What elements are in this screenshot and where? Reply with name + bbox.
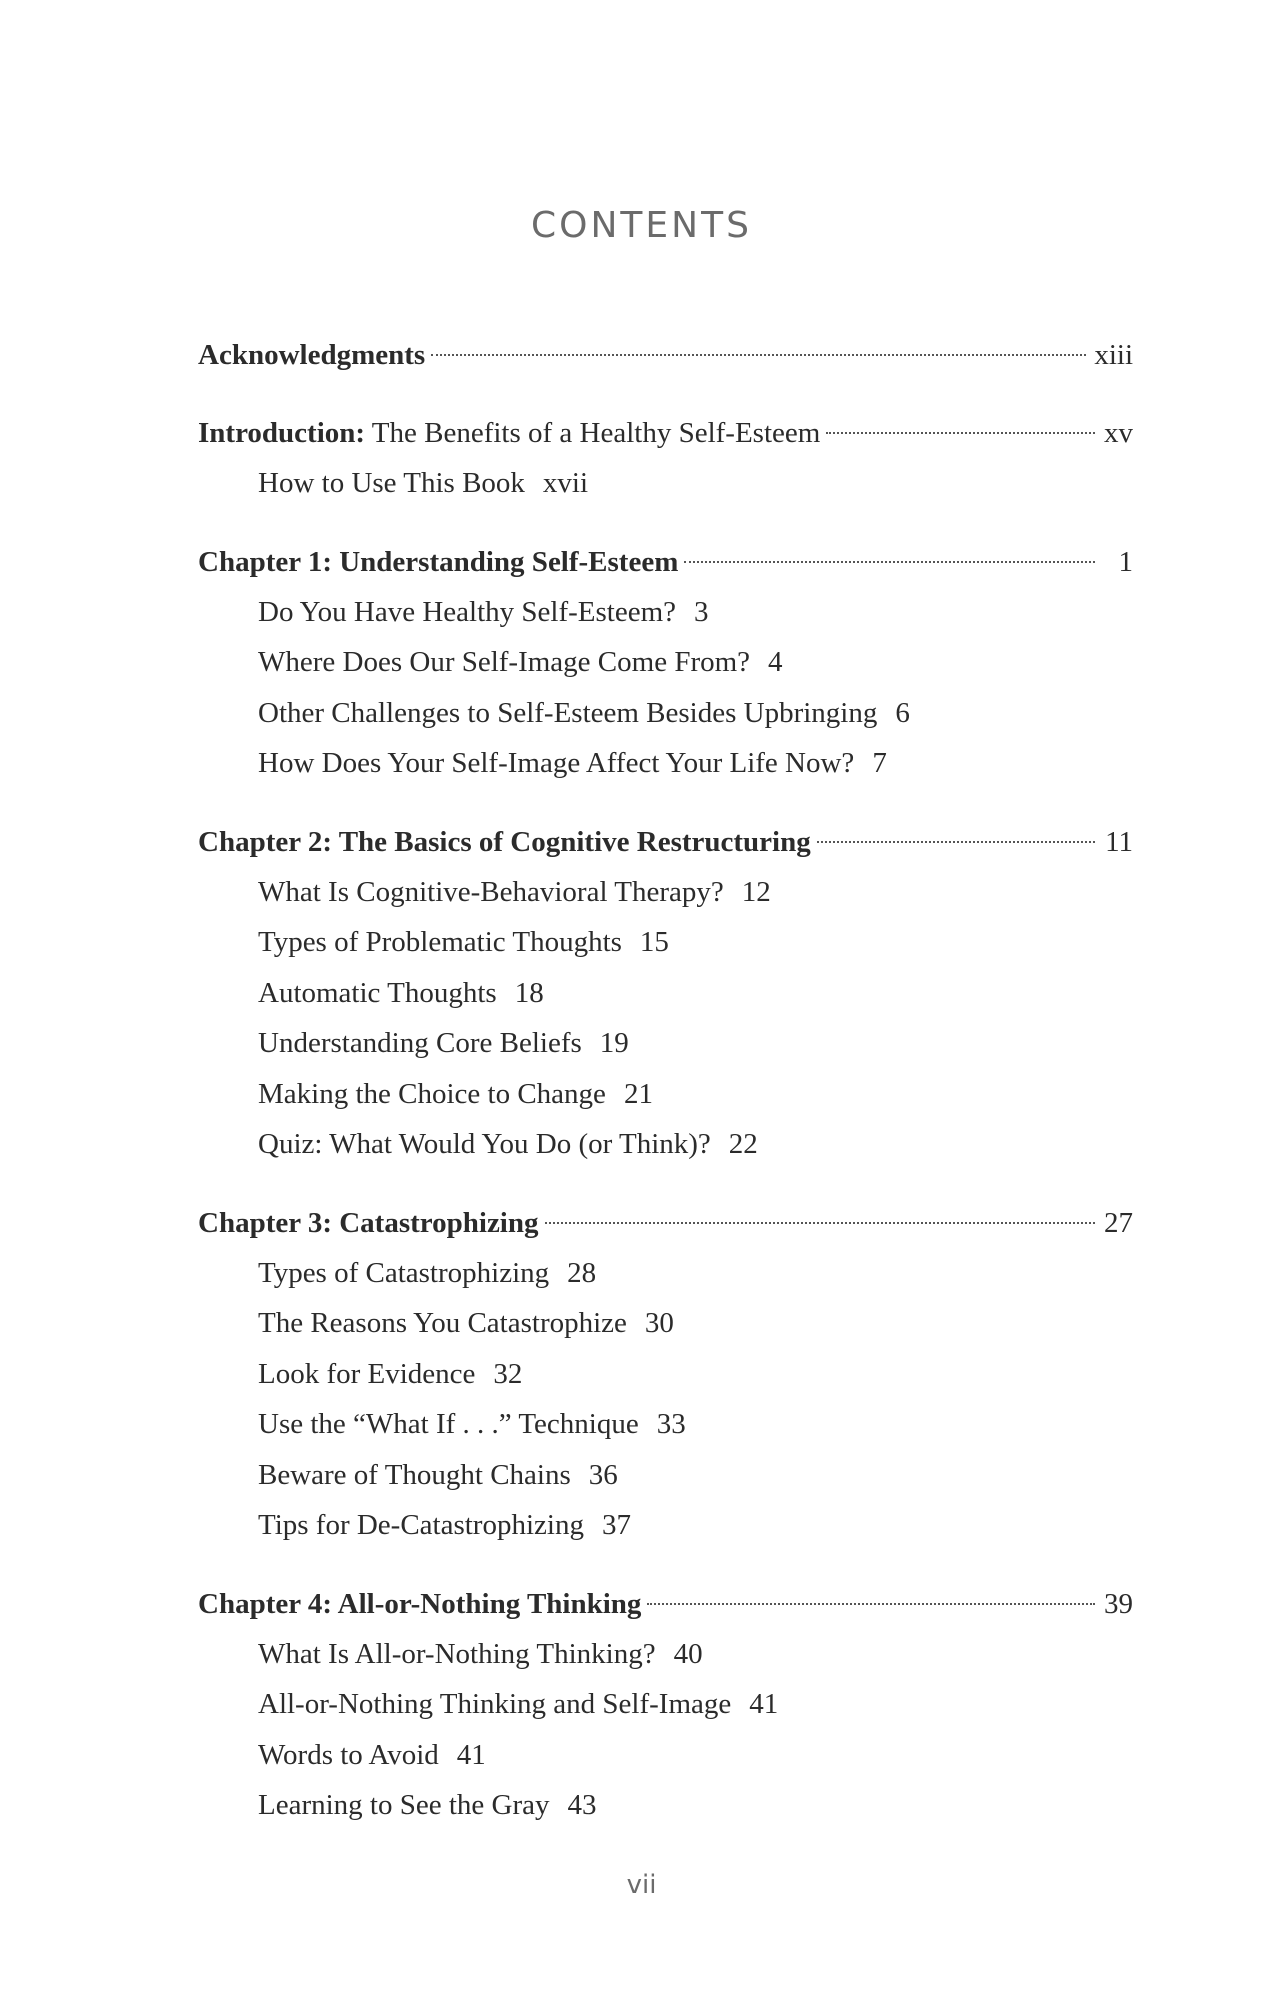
toc-subentry-title: Automatic Thoughts — [258, 976, 497, 1009]
toc-subentry[interactable] — [198, 637, 1133, 688]
toc-subentry-page: 22 — [728, 1128, 758, 1160]
toc-page-number: 11 — [1105, 825, 1133, 858]
toc-subentry[interactable] — [198, 688, 1133, 739]
dot-leader — [817, 841, 1095, 843]
toc-page-number: xv — [1104, 417, 1133, 449]
toc-subentry-page: 21 — [623, 1077, 653, 1110]
toc-subentry[interactable] — [198, 1349, 1133, 1400]
toc-entry-title — [198, 408, 820, 458]
toc-entry-title — [198, 330, 425, 380]
toc-subentry[interactable] — [198, 1450, 1133, 1501]
toc-subentry-page: 41 — [749, 1688, 779, 1720]
toc-main-line[interactable] — [198, 330, 1133, 380]
toc-subentry-page: 4 — [768, 646, 783, 678]
toc-entry-bold-title: Chapter 4: All-or-Nothing Thinking — [198, 1587, 642, 1620]
toc-subentry-title: Words to Avoid — [258, 1738, 439, 1771]
toc-subentry-title: Types of Catastrophizing — [258, 1256, 550, 1289]
toc-subentry-page: 30 — [644, 1307, 674, 1339]
toc-main-line[interactable] — [198, 817, 1133, 867]
page-heading: CONTENTS — [531, 205, 752, 246]
toc-subentry-page: 41 — [456, 1738, 486, 1771]
toc-page-number: 39 — [1104, 1587, 1133, 1620]
toc-subentry[interactable] — [198, 1069, 1133, 1120]
toc-subentry-page: 32 — [493, 1357, 523, 1390]
toc-main-line[interactable] — [198, 408, 1133, 458]
toc-subentry[interactable] — [198, 738, 1133, 789]
toc-subentry-title: What Is Cognitive-Behavioral Therapy? — [258, 875, 724, 908]
toc-subentry-title: Do You Have Healthy Self-Esteem? — [258, 595, 676, 628]
toc-subentry-title: Other Challenges to Self-Esteem Besides Upbringing — [258, 696, 878, 729]
toc-main-line[interactable] — [198, 1579, 1133, 1629]
toc-subentry[interactable] — [198, 968, 1133, 1019]
toc-subentry[interactable] — [198, 1780, 1133, 1831]
toc-subentry-page: 7 — [872, 747, 887, 779]
toc-subentry-title: Quiz: What Would You Do (or Think)? — [258, 1128, 711, 1160]
toc-subentry[interactable] — [198, 587, 1133, 638]
toc-subentry[interactable] — [198, 1500, 1133, 1551]
toc-entry-title — [198, 1198, 539, 1248]
toc-entry-title — [198, 537, 678, 587]
toc-subentry-title: Making the Choice to Change — [258, 1077, 606, 1110]
toc-subentry-page: 3 — [694, 595, 709, 628]
toc-entry-title — [198, 817, 811, 867]
toc-subentry-page: 43 — [567, 1789, 597, 1821]
toc-page-number: 1 — [1118, 545, 1133, 578]
table-of-contents — [198, 330, 1133, 1859]
toc-entry-subtitle: The Benefits of a Healthy Self-Esteem — [365, 417, 821, 449]
toc-subentry-title: All-or-Nothing Thinking and Self-Image — [258, 1688, 732, 1720]
toc-subentry-title: How Does Your Self-Image Affect Your Life Now? — [258, 747, 855, 779]
toc-subentry-title: Learning to See the Gray — [258, 1789, 550, 1821]
dot-leader — [826, 432, 1095, 434]
toc-subentry[interactable] — [198, 1119, 1133, 1170]
toc-entry-chapter-3 — [198, 1198, 1133, 1551]
toc-entry-bold-title: Chapter 1: Understanding Self-Esteem — [198, 545, 679, 578]
toc-subentry-page: xvii — [542, 467, 589, 499]
toc-subentry-title: Look for Evidence — [258, 1357, 476, 1390]
toc-subentry-page: 18 — [514, 976, 544, 1009]
toc-subentry-page: 12 — [741, 875, 771, 908]
dot-leader — [431, 354, 1086, 356]
toc-subentry-page: 40 — [673, 1637, 703, 1670]
toc-subentry[interactable] — [198, 917, 1133, 968]
toc-entry-bold-title: Introduction: — [198, 417, 366, 449]
toc-main-line[interactable] — [198, 537, 1133, 587]
toc-subentry-title: Where Does Our Self-Image Come From? — [258, 646, 751, 678]
toc-subentry-title: Types of Problematic Thoughts — [258, 926, 622, 958]
toc-subentry[interactable] — [198, 1629, 1133, 1680]
dot-leader — [545, 1222, 1096, 1224]
toc-subentry[interactable] — [198, 1018, 1133, 1069]
toc-subentry-page: 37 — [601, 1509, 631, 1541]
toc-subentry-title: Use the “What If . . .” Technique — [258, 1408, 639, 1440]
toc-subentry-title: What Is All-or-Nothing Thinking? — [258, 1637, 656, 1670]
toc-main-line[interactable] — [198, 1198, 1133, 1248]
toc-entry-chapter-4 — [198, 1579, 1133, 1831]
toc-subentry[interactable] — [198, 1679, 1133, 1730]
toc-subentry[interactable] — [198, 867, 1133, 918]
toc-entry-bold-title: Acknowledgments — [198, 339, 426, 371]
toc-page-number: 27 — [1104, 1206, 1133, 1239]
toc-entry-title — [198, 1579, 641, 1629]
toc-entry-introduction — [198, 408, 1133, 509]
dot-leader — [647, 1603, 1095, 1605]
toc-subentry-title: The Reasons You Catastrophize — [258, 1307, 627, 1339]
page-folio: vii — [626, 1870, 657, 1900]
toc-subentry-page: 19 — [599, 1027, 629, 1059]
toc-page-number: xiii — [1094, 339, 1133, 371]
toc-entry-acknowledgments — [198, 330, 1133, 380]
toc-subentry-title: Tips for De-Catastrophizing — [258, 1509, 584, 1541]
toc-subentry-title: Beware of Thought Chains — [258, 1458, 571, 1491]
toc-subentry[interactable] — [198, 1730, 1133, 1781]
toc-subentry-page: 6 — [895, 696, 910, 729]
toc-entry-bold-title: Chapter 3: Catastrophizing — [198, 1206, 539, 1239]
toc-subentry-page: 28 — [567, 1256, 597, 1289]
toc-entry-chapter-1 — [198, 537, 1133, 789]
toc-subentry[interactable] — [198, 1248, 1133, 1299]
toc-subentry-title: How to Use This Book — [258, 467, 525, 499]
toc-subentry-page: 36 — [588, 1458, 618, 1491]
toc-subentry-page: 33 — [656, 1408, 686, 1440]
toc-entry-chapter-2 — [198, 817, 1133, 1170]
toc-subentry[interactable] — [198, 1399, 1133, 1450]
toc-subentry[interactable] — [198, 1298, 1133, 1349]
toc-subentry-title: Understanding Core Beliefs — [258, 1027, 582, 1059]
dot-leader — [684, 561, 1095, 563]
toc-entry-bold-title: Chapter 2: The Basics of Cognitive Restructuring — [198, 825, 811, 858]
toc-subentry[interactable] — [198, 458, 1133, 509]
toc-subentry-page: 15 — [639, 926, 669, 958]
